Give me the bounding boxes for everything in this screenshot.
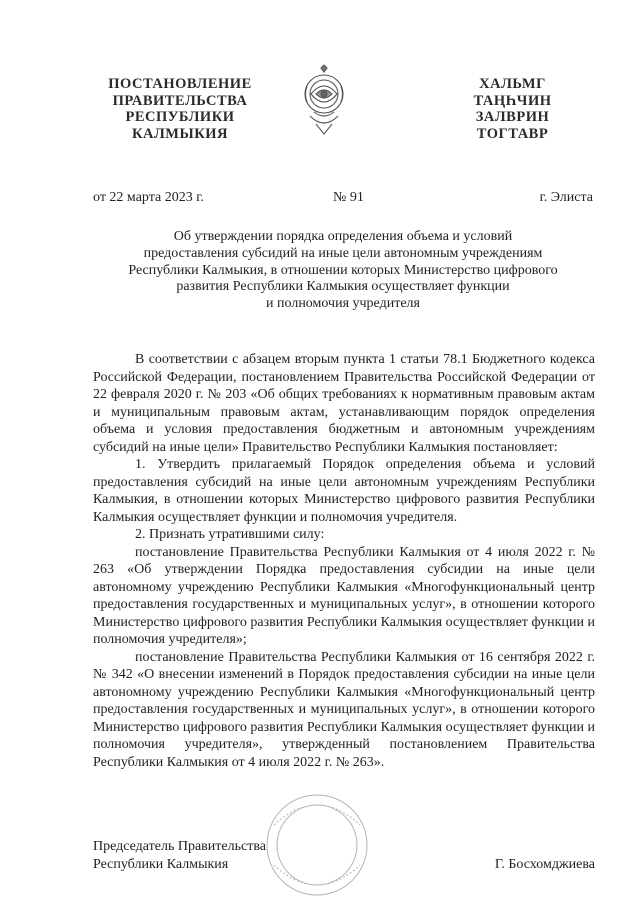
title-line: и полномочия учредителя	[266, 296, 420, 312]
repealed-act-1-paragraph: постановление Правительства Республики Калмыкия от 4 июля 2022 г. № 263 «Об утверждении Порядка предоставления субсидии на иные цели автономному учреждению Республики Калмыкия «Многофункциональный центр предоставления государственных и муниципальных услуг», в отношении которого Министерство цифрового развития Республики Калмыкия осуществляет функции и полномочия учредителя»;	[93, 544, 595, 647]
item-1-paragraph: 1. Утвердить прилагаемый Порядок определения объема и условий предоставления субсидий на иные цели автономным учреждениям Республики Калмыкия, в отношении которых Министерство цифрового развития Республики Калмыкия осуществляет функции и полномочия учредителя.	[93, 457, 595, 525]
header-left-title	[95, 76, 265, 142]
header-left-line: РЕСПУБЛИКИ	[125, 109, 235, 125]
title-line: Об утверждении порядка определения объема и условий	[173, 229, 513, 244]
header-right-line: ХАЛЬМГ	[479, 76, 546, 92]
header-right-title	[455, 76, 570, 142]
header-right-line: ТОГТАВР	[476, 125, 549, 142]
item-2-paragraph: 2. Признать утратившими силу:	[135, 527, 325, 542]
title-line: развития Республики Калмыкия осуществляет функции	[176, 279, 510, 295]
coat-of-arms-emblem	[302, 64, 346, 136]
document-title	[93, 229, 593, 313]
document-city: г. Элиста	[539, 190, 593, 205]
header-right-line: ТАҢҺЧИН	[473, 92, 552, 109]
document-meta-row	[93, 190, 593, 208]
header-left-line: ПРАВИТЕЛЬСТВА	[112, 92, 248, 109]
title-line: Республики Калмыкия, в отношении которых Министерство цифрового	[128, 262, 558, 278]
signatory-position-line: Председатель Правительства	[93, 839, 266, 854]
signature-block	[93, 838, 595, 874]
signatory-position-line: Республики Калмыкия	[93, 857, 229, 872]
document-number: № 91	[333, 190, 364, 205]
repealed-act-2-paragraph: постановление Правительства Республики Калмыкия от 16 сентября 2022 г. № 342 «О внесении изменений в Порядок предоставления субсидии на иные цели автономному учреждению Республики Калмыкия «Многофункциональный центр предоставления государственных и муниципальных услуг», в отношении которого Министерство цифрового развития Республики Калмыкия осуществляет функции и полномочия учредителя», утвержденный постановлением Правительства Республики Калмыкия от 4 июля 2022 г. № 263».	[93, 649, 595, 770]
title-line: предоставления субсидий на иные цели автономным учреждениям	[143, 245, 543, 261]
document-date: от 22 марта 2023 г.	[93, 190, 204, 205]
header-left-line: КАЛМЫКИЯ	[132, 125, 228, 142]
signatory-name: Г. Босхомджиева	[494, 857, 595, 872]
preamble-paragraph: В соответствии с абзацем вторым пункта 1 статьи 78.1 Бюджетного кодекса Российской Федерации, постановлением Правительства Российской Федерации от 22 февраля 2020 г. № 203 «Об общих требованиях к нормативным правовым актам и муниципальным правовым актам, устанавливающим порядок определения объема и условия предоставления бюджетным и автономным учреждениям субсидий на иные цели» Правительство Республики Калмыкия постановляет:	[93, 352, 595, 455]
document-body	[93, 351, 595, 771]
header-left-line: ПОСТАНОВЛЕНИЕ	[108, 76, 252, 92]
header-right-line: ЗАЛВРИН	[475, 109, 550, 125]
